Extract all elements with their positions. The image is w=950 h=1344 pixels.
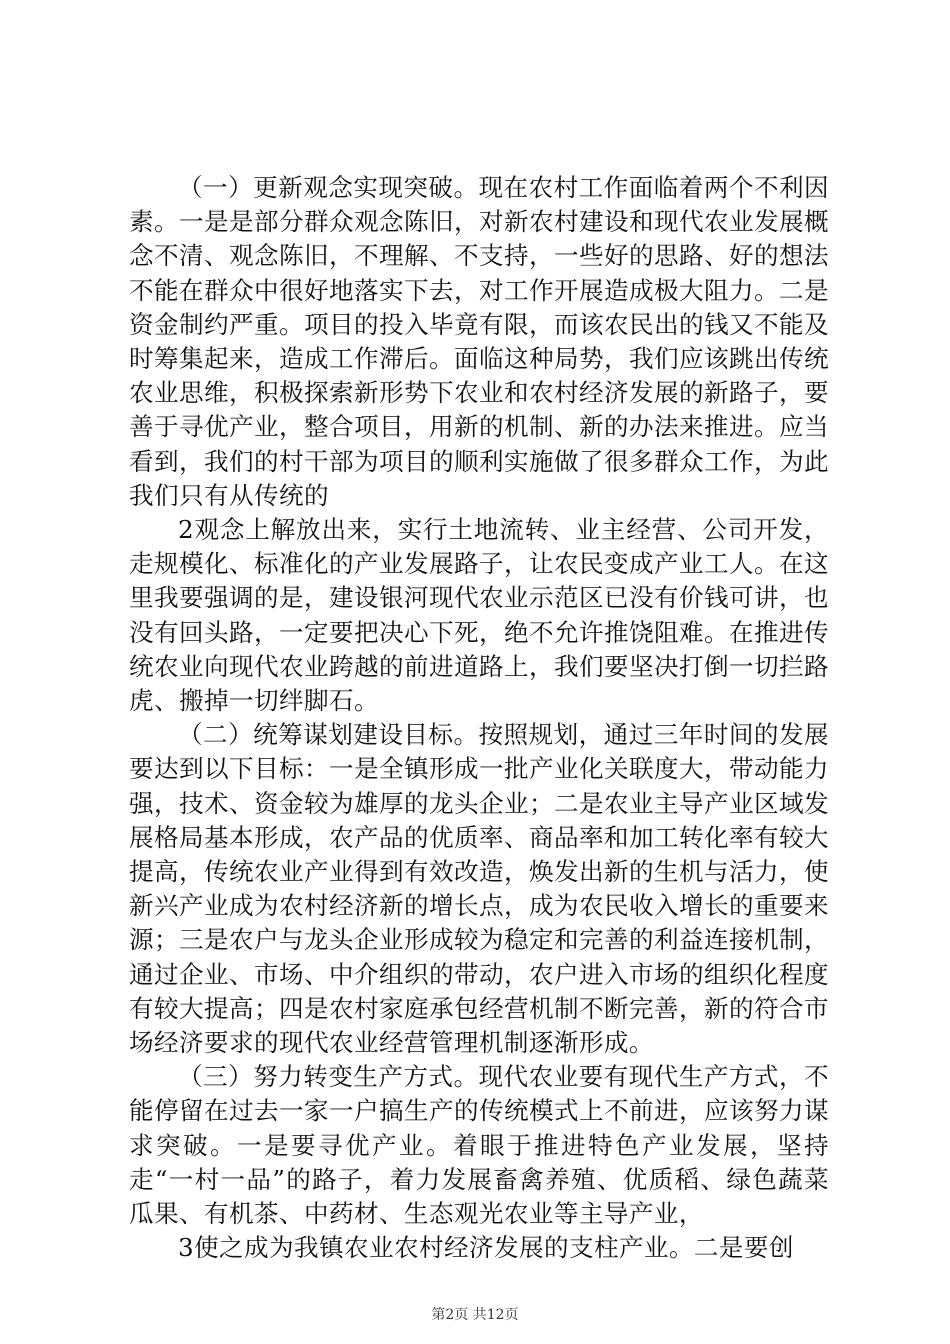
page-number-footer: 第2页 共12页 bbox=[431, 1307, 519, 1323]
paragraph-1: （一）更新观念实现突破。现在农村工作面临着两个不利因素。一是是部分群众观念陈旧，对新农村建设和现代农业发展概念不清、观念陈旧，不理解、不支持，一些好的思路、好的想法不能在群众中很好地落实下去，对工作开展造成极大阻力。二是资金制约严重。项目的投入毕竟有限，而该农民出的钱又不能及时筹集起来，造成工作滞后。面临这种局势，我们应该跳出传统农业思维，积极探索新形势下农业和农村经济发展的新路子，要善于寻优产业，整合项目，用新的机制、新的办法来推进。应当看到，我们的村干部为项目的顺利实施做了很多群众工作，为此我们只有从传统的 bbox=[129, 173, 829, 510]
paragraph-5: 3使之成为我镇农业农村经济发展的支柱产业。二是要创 bbox=[178, 1233, 794, 1263]
paragraph-4: （三）努力转变生产方式。现代农业要有现代生产方式，不能停留在过去一家一户搞生产的传统模式上不前进，应该努力谋求突破。一是要寻优产业。着眼于推进特色产业发展，坚持走“一村一品”的路子，着力发展畜禽养殖、优质稻、绿色蔬菜瓜果、有机茶、中药材、生态观光农业等主导产业， bbox=[129, 1062, 829, 1229]
paragraph-3: （二）统筹谋划建设目标。按照规划，通过三年时间的发展要达到以下目标：一是全镇形成一批产业化关联度大，带动能力强，技术、资金较为雄厚的龙头企业；二是农业主导产业区域发展格局基本形成，农产品的优质率、商品率和加工转化率有较大提高，传统农业产业得到有效改造，焕发出新的生机与活力，使新兴产业成为农村经济新的增长点，成为农民收入增长的重要来源；三是农户与龙头企业形成较为稳定和完善的利益连接机制，通过企业、市场、中介组织的带动，农户进入市场的组织化程度有较大提高；四是农村家庭承包经营机制不断完善，新的符合市场经济要求的现代农业经营管理机制逐渐形成。 bbox=[129, 720, 829, 1058]
paragraph-2: 2观念上解放出来，实行土地流转、业主经营、公司开发，走规模化、标准化的产业发展路子，让农民变成产业工人。在这里我要强调的是，建设银河现代农业示范区已没有价钱可讲，也没有回头路，一定要把决心下死，绝不允许推饶阻难。在推进传统农业向现代农业跨越的前进道路上，我们要坚决打倒一切拦路虎、搬掉一切绊脚石。 bbox=[129, 515, 829, 716]
document-body bbox=[129, 171, 829, 1266]
